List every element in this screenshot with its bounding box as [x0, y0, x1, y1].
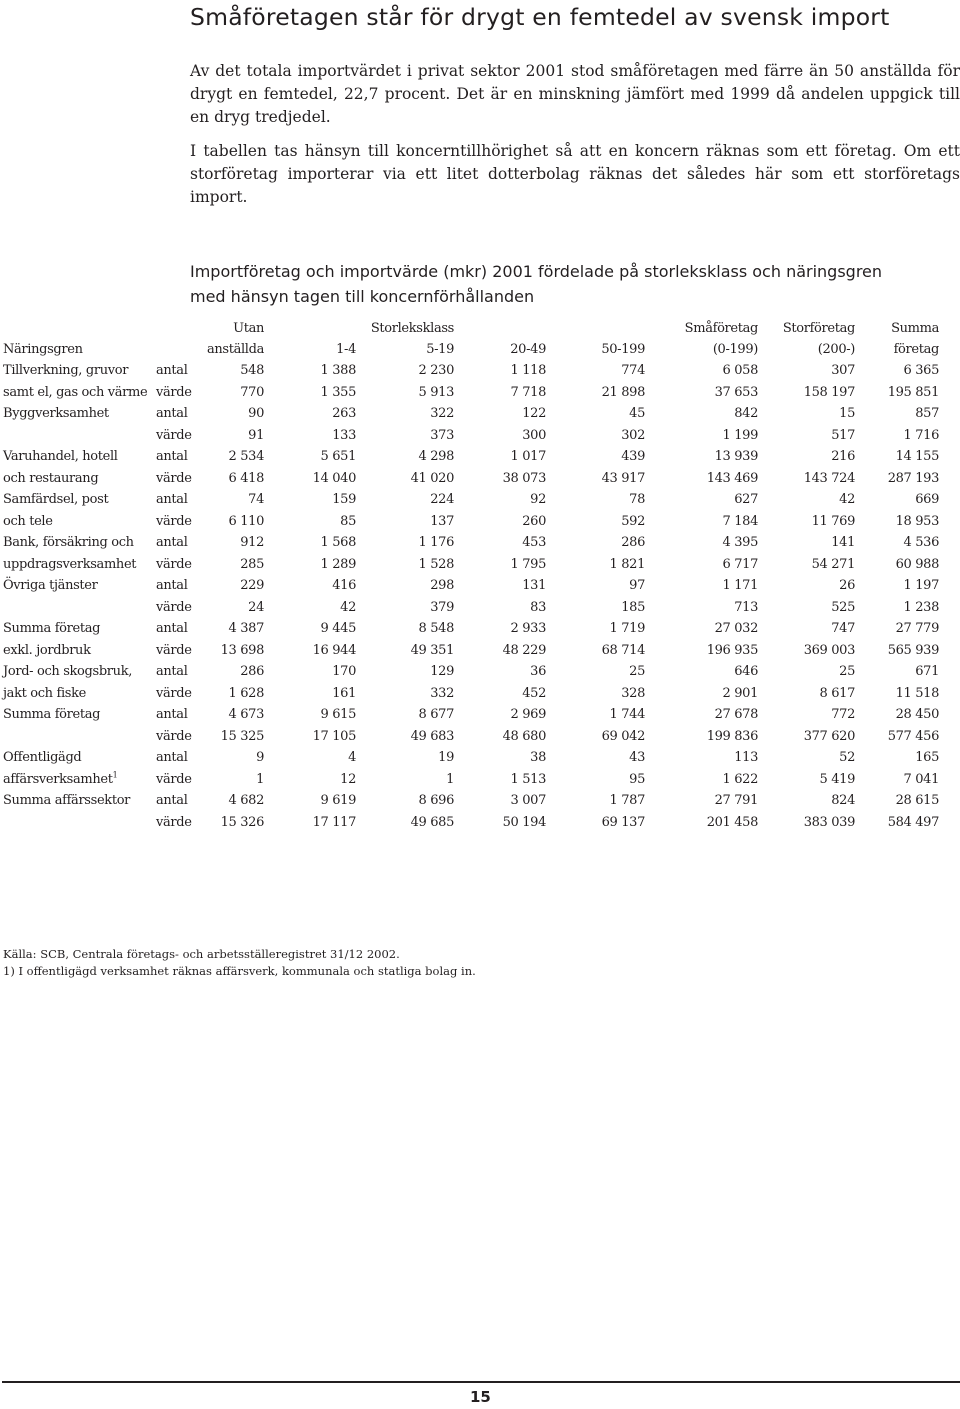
table-cell: 5 651: [320, 449, 356, 464]
footer-rule: [2, 1381, 960, 1383]
table-cell: 1 821: [609, 556, 645, 572]
measure-label: antal: [156, 664, 188, 679]
row-label: Bank, försäkring och: [3, 535, 134, 550]
table-cell: 18 953: [895, 513, 939, 529]
row-label: Offentligägd: [3, 750, 82, 765]
table-cell: 85: [340, 513, 356, 529]
table-cell: 1 528: [418, 556, 454, 572]
table-row: [3, 511, 939, 533]
measure-label: värde: [156, 685, 192, 701]
measure-label: värde: [156, 427, 192, 443]
table-cell: 5 913: [418, 384, 454, 400]
table-cell: 8 696: [418, 793, 454, 808]
table-cell: 379: [430, 599, 454, 615]
table-cell: 4 536: [903, 535, 939, 550]
row-label: och tele: [3, 513, 53, 529]
table-cell: 439: [621, 449, 645, 464]
table-cell: 15 326: [220, 814, 264, 830]
table-cell: 373: [430, 427, 454, 443]
table-cell: 9: [256, 750, 264, 765]
table-cell: 122: [522, 406, 546, 421]
table-cell: 548: [240, 363, 264, 378]
table-cell: 19: [438, 750, 454, 765]
table-cell: 27 779: [895, 621, 939, 636]
header-1-4: 1-4: [336, 342, 356, 357]
table-cell: 25: [839, 664, 855, 679]
table-cell: 131: [522, 578, 546, 593]
table-cell: 8 677: [418, 707, 454, 722]
row-label: exkl. jordbruk: [3, 642, 91, 658]
table-cell: 260: [522, 513, 546, 529]
table-cell: 592: [621, 513, 645, 529]
table-cell: 285: [240, 556, 264, 572]
table-row: [3, 790, 939, 812]
table-cell: 824: [831, 793, 855, 808]
table-cell: 416: [332, 578, 356, 593]
table-cell: 857: [915, 406, 939, 421]
table-row: [3, 468, 939, 490]
table-cell: 45: [629, 406, 645, 421]
table-cell: 52: [839, 750, 855, 765]
measure-label: värde: [156, 814, 192, 830]
table-cell: 129: [430, 664, 454, 679]
table-cell: 9 615: [320, 707, 356, 722]
table-cell: 28 615: [895, 793, 939, 808]
table-cell: 377 620: [803, 728, 855, 744]
table-cell: 11 769: [811, 513, 855, 529]
intro-text: [190, 60, 960, 220]
row-label: Summa affärssektor: [3, 793, 131, 808]
table-cell: 74: [248, 492, 264, 507]
table-row: [3, 425, 939, 447]
table-row: [3, 747, 939, 769]
table-cell: 770: [240, 384, 264, 400]
table-cell: 2 230: [418, 363, 454, 378]
table-cell: 38 073: [502, 470, 546, 486]
measure-label: värde: [156, 771, 192, 787]
table-cell: 7 041: [903, 771, 939, 787]
measure-label: antal: [156, 406, 188, 421]
table-cell: 1 289: [320, 556, 356, 572]
table-cell: 1 622: [722, 771, 758, 787]
intro-paragraph: Av det totala importvärdet i privat sektor 2001 stod småföretagen med färre än 50 anställda för drygt en femtedel, 22,7 procent. Det är en minskning jämfört med 1999 då andelen uppgick till en dryg tredjedel.: [190, 62, 960, 126]
table-cell: 69 042: [601, 728, 645, 744]
table-cell: 6 110: [228, 513, 264, 529]
measure-label: antal: [156, 492, 188, 507]
footnote: 1) I offentligägd verksamhet räknas affärsverk, kommunala och statliga bolag in.: [3, 964, 476, 978]
table-cell: 332: [430, 685, 454, 701]
table-cell: 2 901: [722, 685, 758, 701]
table-cell: 137: [430, 513, 454, 529]
table-cell: 24: [248, 599, 264, 615]
header-summa: Summa: [891, 321, 939, 336]
table-row: [3, 769, 939, 791]
table-cell: 16 944: [312, 642, 356, 658]
table-cell: 48 229: [502, 642, 546, 658]
table-cell: 4: [348, 750, 356, 765]
table-cell: 1 118: [510, 363, 546, 378]
measure-label: antal: [156, 707, 188, 722]
row-label: Övriga tjänster: [3, 578, 98, 593]
table-cell: 8 548: [418, 621, 454, 636]
table-cell: 4 395: [722, 535, 758, 550]
table-cell: 41 020: [410, 470, 454, 486]
table-cell: 161: [332, 685, 356, 701]
table-cell: 772: [831, 707, 855, 722]
table-cell: 14 040: [312, 470, 356, 486]
measure-label: antal: [156, 793, 188, 808]
row-label: uppdragsverksamhet: [3, 556, 137, 572]
table-cell: 1 388: [320, 363, 356, 378]
table-cell: 4 298: [418, 449, 454, 464]
measure-label: värde: [156, 513, 192, 529]
header-storforetag: Storföretag: [782, 321, 855, 336]
table-cell: 49 351: [410, 642, 454, 658]
table-cell: 60 988: [895, 556, 939, 572]
header-stor-range: (200-): [817, 342, 855, 357]
table-cell: 224: [430, 492, 454, 507]
measure-label: värde: [156, 599, 192, 615]
table-cell: 1 238: [903, 599, 939, 615]
row-label: Summa företag: [3, 707, 101, 722]
table-cell: 28 450: [895, 707, 939, 722]
measure-label: värde: [156, 728, 192, 744]
table-cell: 68 714: [601, 642, 645, 658]
measure-label: antal: [156, 750, 188, 765]
table-cell: 21 898: [601, 384, 645, 400]
table-cell: 69 137: [601, 814, 645, 830]
header-utan: Utan: [233, 321, 264, 336]
row-label: affärsverksamhet: [3, 771, 113, 787]
table-cell: 49 683: [410, 728, 454, 744]
table-cell: 1 787: [609, 793, 645, 808]
table-cell: 6 365: [903, 363, 939, 378]
table-cell: 195 851: [887, 384, 939, 400]
table-cell: 383 039: [803, 814, 855, 830]
table-cell: 201 458: [706, 814, 758, 830]
table-cell: 48 680: [502, 728, 546, 744]
table-row: [3, 382, 939, 404]
table-cell: 713: [734, 599, 758, 615]
table-cell: 3 007: [510, 793, 546, 808]
table-cell: 95: [629, 771, 645, 787]
table-cell: 199 836: [706, 728, 758, 744]
table-cell: 42: [340, 599, 356, 615]
table-cell: 6 058: [722, 363, 758, 378]
table-header: [3, 318, 939, 360]
table-cell: 6 418: [228, 470, 264, 486]
table-cell: 185: [621, 599, 645, 615]
table-cell: 1 197: [903, 578, 939, 593]
table-row: [3, 597, 939, 619]
table-row: [3, 640, 939, 662]
table-notes: [3, 946, 703, 980]
measure-label: antal: [156, 449, 188, 464]
table-cell: 577 456: [887, 728, 939, 744]
table-cell: 565 939: [887, 642, 939, 658]
table-cell: 11 518: [895, 685, 939, 701]
table-cell: 25: [629, 664, 645, 679]
table-cell: 322: [430, 406, 454, 421]
table-cell: 27 678: [714, 707, 758, 722]
table-cell: 8 617: [819, 685, 855, 701]
footnote-marker: 1: [112, 770, 118, 780]
header-sma-range: (0-199): [712, 342, 758, 357]
table-cell: 133: [332, 427, 356, 443]
table-row: [3, 554, 939, 576]
measure-label: antal: [156, 621, 188, 636]
table-cell: 671: [915, 664, 939, 679]
table-cell: 912: [240, 535, 264, 550]
table-cell: 27 791: [714, 793, 758, 808]
table-cell: 1 716: [903, 427, 939, 443]
table-cell: 747: [831, 621, 855, 636]
table-row: [3, 704, 939, 726]
table-cell: 1 744: [609, 707, 645, 722]
table-cell: 7 184: [722, 513, 758, 529]
table-cell: 452: [522, 685, 546, 701]
table-cell: 37 653: [714, 384, 758, 400]
row-label: Samfärdsel, post: [3, 492, 109, 507]
header-row-bottom: [3, 339, 939, 360]
table-cell: 13 698: [220, 642, 264, 658]
header-anstallda: anställda: [206, 342, 264, 357]
header-50-199: 50-199: [601, 342, 645, 357]
table-cell: 646: [734, 664, 758, 679]
table-cell: 2 534: [228, 449, 264, 464]
table-cell: 4 387: [228, 621, 264, 636]
measure-label: antal: [156, 578, 188, 593]
table-cell: 42: [839, 492, 855, 507]
table-cell: 15 325: [220, 728, 264, 744]
table-cell: 170: [332, 664, 356, 679]
table-cell: 83: [530, 599, 546, 615]
table-cell: 1 017: [510, 449, 546, 464]
table-cell: 15: [839, 406, 855, 421]
table-row: [3, 446, 939, 468]
header-20-49: 20-49: [510, 342, 546, 357]
table-cell: 1 628: [228, 685, 264, 701]
table-cell: 286: [240, 664, 264, 679]
table-cell: 143 724: [803, 470, 855, 486]
table-cell: 774: [621, 363, 645, 378]
table-cell: 1 719: [609, 621, 645, 636]
source-note: Källa: SCB, Centrala företags- och arbetsställeregistret 31/12 2002.: [3, 947, 400, 961]
table-row: [3, 575, 939, 597]
table-cell: 1 171: [722, 578, 758, 593]
table-cell: 369 003: [803, 642, 855, 658]
measure-label: värde: [156, 642, 192, 658]
table-cell: 50 194: [502, 814, 546, 830]
table-row: [3, 489, 939, 511]
measure-label: antal: [156, 535, 188, 550]
page-number: 15: [470, 1388, 491, 1406]
table-cell: 1 199: [722, 427, 758, 443]
header-storleksklass: Storleksklass: [370, 321, 454, 336]
header-foretag: företag: [893, 342, 939, 357]
table-row: [3, 618, 939, 640]
row-label: Varuhandel, hotell: [3, 449, 118, 464]
table-row: [3, 532, 939, 554]
table-row: [3, 726, 939, 748]
table-cell: 1 513: [510, 771, 546, 787]
table-cell: 627: [734, 492, 758, 507]
table-title: Importföretag och importvärde (mkr) 2001 fördelade på storleksklass och näringsgren med hänsyn tagen till koncernförhållanden: [190, 262, 883, 306]
table-cell: 27 032: [714, 621, 758, 636]
row-label: och restaurang: [3, 470, 99, 486]
table-row: [3, 360, 939, 382]
table-cell: 92: [530, 492, 546, 507]
measure-label: värde: [156, 470, 192, 486]
table-cell: 1: [446, 771, 454, 787]
table-row: [3, 403, 939, 425]
table-cell: 1 176: [418, 535, 454, 550]
header-naringsgren: Näringsgren: [3, 342, 83, 357]
row-label: Byggverksamhet: [3, 406, 109, 421]
table-cell: 584 497: [887, 814, 939, 830]
table-cell: 12: [340, 771, 356, 787]
table-cell: 165: [915, 750, 939, 765]
table-cell: 14 155: [895, 449, 939, 464]
table-cell: 1 355: [320, 384, 356, 400]
table-body: [3, 360, 939, 833]
header-row-top: [3, 318, 939, 339]
table-cell: 1 795: [510, 556, 546, 572]
table-cell: 669: [915, 492, 939, 507]
table-cell: 78: [629, 492, 645, 507]
table-cell: 307: [831, 363, 855, 378]
table-cell: 196 935: [706, 642, 758, 658]
measure-label: värde: [156, 556, 192, 572]
table-cell: 38: [530, 750, 546, 765]
table-cell: 229: [240, 578, 264, 593]
table-cell: 113: [734, 750, 758, 765]
table-cell: 97: [629, 578, 645, 593]
table-cell: 453: [522, 535, 546, 550]
table-cell: 49 685: [410, 814, 454, 830]
table-cell: 216: [831, 449, 855, 464]
measure-label: antal: [156, 363, 188, 378]
table-cell: 1: [256, 771, 264, 787]
table-cell: 159: [332, 492, 356, 507]
page-title: Småföretagen står för drygt en femtedel av svensk import: [190, 3, 890, 31]
table-cell: 298: [430, 578, 454, 593]
table-cell: 6 717: [722, 556, 758, 572]
table-cell: 302: [621, 427, 645, 443]
table-cell: 5 419: [819, 771, 855, 787]
row-label: Tillverkning, gruvor: [3, 363, 129, 378]
table-cell: 143 469: [706, 470, 758, 486]
table-cell: 328: [621, 685, 645, 701]
table-cell: 300: [522, 427, 546, 443]
table-cell: 43 917: [601, 470, 645, 486]
row-label: jakt och fiske: [3, 685, 86, 701]
table-row: [3, 661, 939, 683]
table-cell: 13 939: [714, 449, 758, 464]
table-row: [3, 812, 939, 834]
table-cell: 7 718: [510, 384, 546, 400]
table-cell: 54 271: [811, 556, 855, 572]
table-cell: 91: [248, 427, 264, 443]
table-cell: 287 193: [887, 470, 939, 486]
table-cell: 141: [831, 535, 855, 550]
table-cell: 90: [248, 406, 264, 421]
table-cell: 286: [621, 535, 645, 550]
table-cell: 17 105: [312, 728, 356, 744]
table-cell: 43: [629, 750, 645, 765]
header-5-19: 5-19: [426, 342, 454, 357]
import-table: [3, 318, 939, 833]
table-cell: 36: [530, 664, 546, 679]
table-cell: 525: [831, 599, 855, 615]
table-cell: 517: [831, 427, 855, 443]
row-label: samt el, gas och värme: [3, 384, 148, 400]
table-cell: 4 673: [228, 707, 264, 722]
table-cell: 842: [734, 406, 758, 421]
table-cell: 158 197: [803, 384, 855, 400]
table-cell: 2 933: [510, 621, 546, 636]
table-cell: 9 619: [320, 793, 356, 808]
table-cell: 9 445: [320, 621, 356, 636]
table-cell: 26: [839, 578, 855, 593]
table-cell: 17 117: [312, 814, 356, 830]
measure-label: värde: [156, 384, 192, 400]
table-cell: 2 969: [510, 707, 546, 722]
table-cell: 1 568: [320, 535, 356, 550]
table-cell: 4 682: [228, 793, 264, 808]
row-label: Jord- och skogsbruk,: [3, 664, 132, 679]
header-smaforetag: Småföretag: [684, 321, 758, 336]
row-label: Summa företag: [3, 621, 101, 636]
table-cell: 263: [332, 406, 356, 421]
table-row: [3, 683, 939, 705]
intro-paragraph: I tabellen tas hänsyn till koncerntillhörighet så att en koncern räknas som ett företag. Om ett storföretag importerar via ett litet dotterbolag räknas det således här som ett storföretags import.: [190, 142, 960, 206]
